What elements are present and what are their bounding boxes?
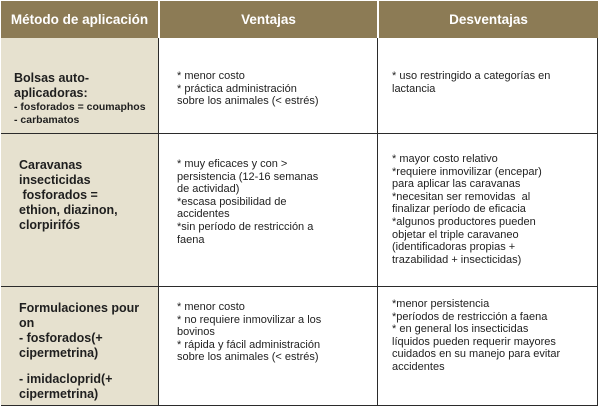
- method-cell: Caravanas insecticidas fosforados = ethion, diazinon, clorpirifós: [19, 158, 118, 232]
- row-divider: [1, 133, 598, 134]
- row-divider: [1, 405, 598, 406]
- advantages-cell: * menor costo * práctica administración sobre los animales (< estrés): [177, 70, 319, 108]
- header-advantages: Ventajas: [158, 1, 377, 38]
- column-divider: [377, 38, 378, 406]
- disadvantages-cell: * mayor costo relativo *requiere inmovilizar (encepar) para aplicar las caravanas *necesitan ser removidas al finalizar período de eficacia *algunos productores pueden objetar el triple caravaneo (identificadoras propias + trazabilidad + insecticidas): [392, 153, 542, 266]
- disadvantages-cell: * uso restringido a categorías en lactancia: [392, 70, 551, 95]
- column-divider: [597, 38, 598, 406]
- column-divider: [158, 38, 159, 406]
- advantages-cell: * menor costo * no requiere inmovilizar a los bovinos * rápida y fácil administración sobre los animales (< estrés): [177, 301, 322, 364]
- disadvantages-cell: *menor persistencia *períodos de restricción a faena * en general los insecticidas líquidos pueden requerir mayores cuidados en su manejo para evitar accidentes: [392, 298, 561, 373]
- method-cell: Formulaciones pour on - fosforados(+ cipermetrina) - imidacloprid(+ cipermetrina): [19, 301, 140, 401]
- method-cell: Bolsas auto- aplicadoras: - fosforados = coumaphos - carbamatos: [14, 71, 146, 126]
- header-disadvantages: Desventajas: [377, 1, 598, 38]
- header-method: Método de aplicación: [1, 1, 158, 38]
- advantages-cell: * muy eficaces y con > persistencia (12-16 semanas de actividad) *escasa posibilidad de accidentes *sin período de restricción a faena: [177, 158, 319, 246]
- row-divider: [1, 286, 598, 287]
- comparison-table: [1, 1, 598, 406]
